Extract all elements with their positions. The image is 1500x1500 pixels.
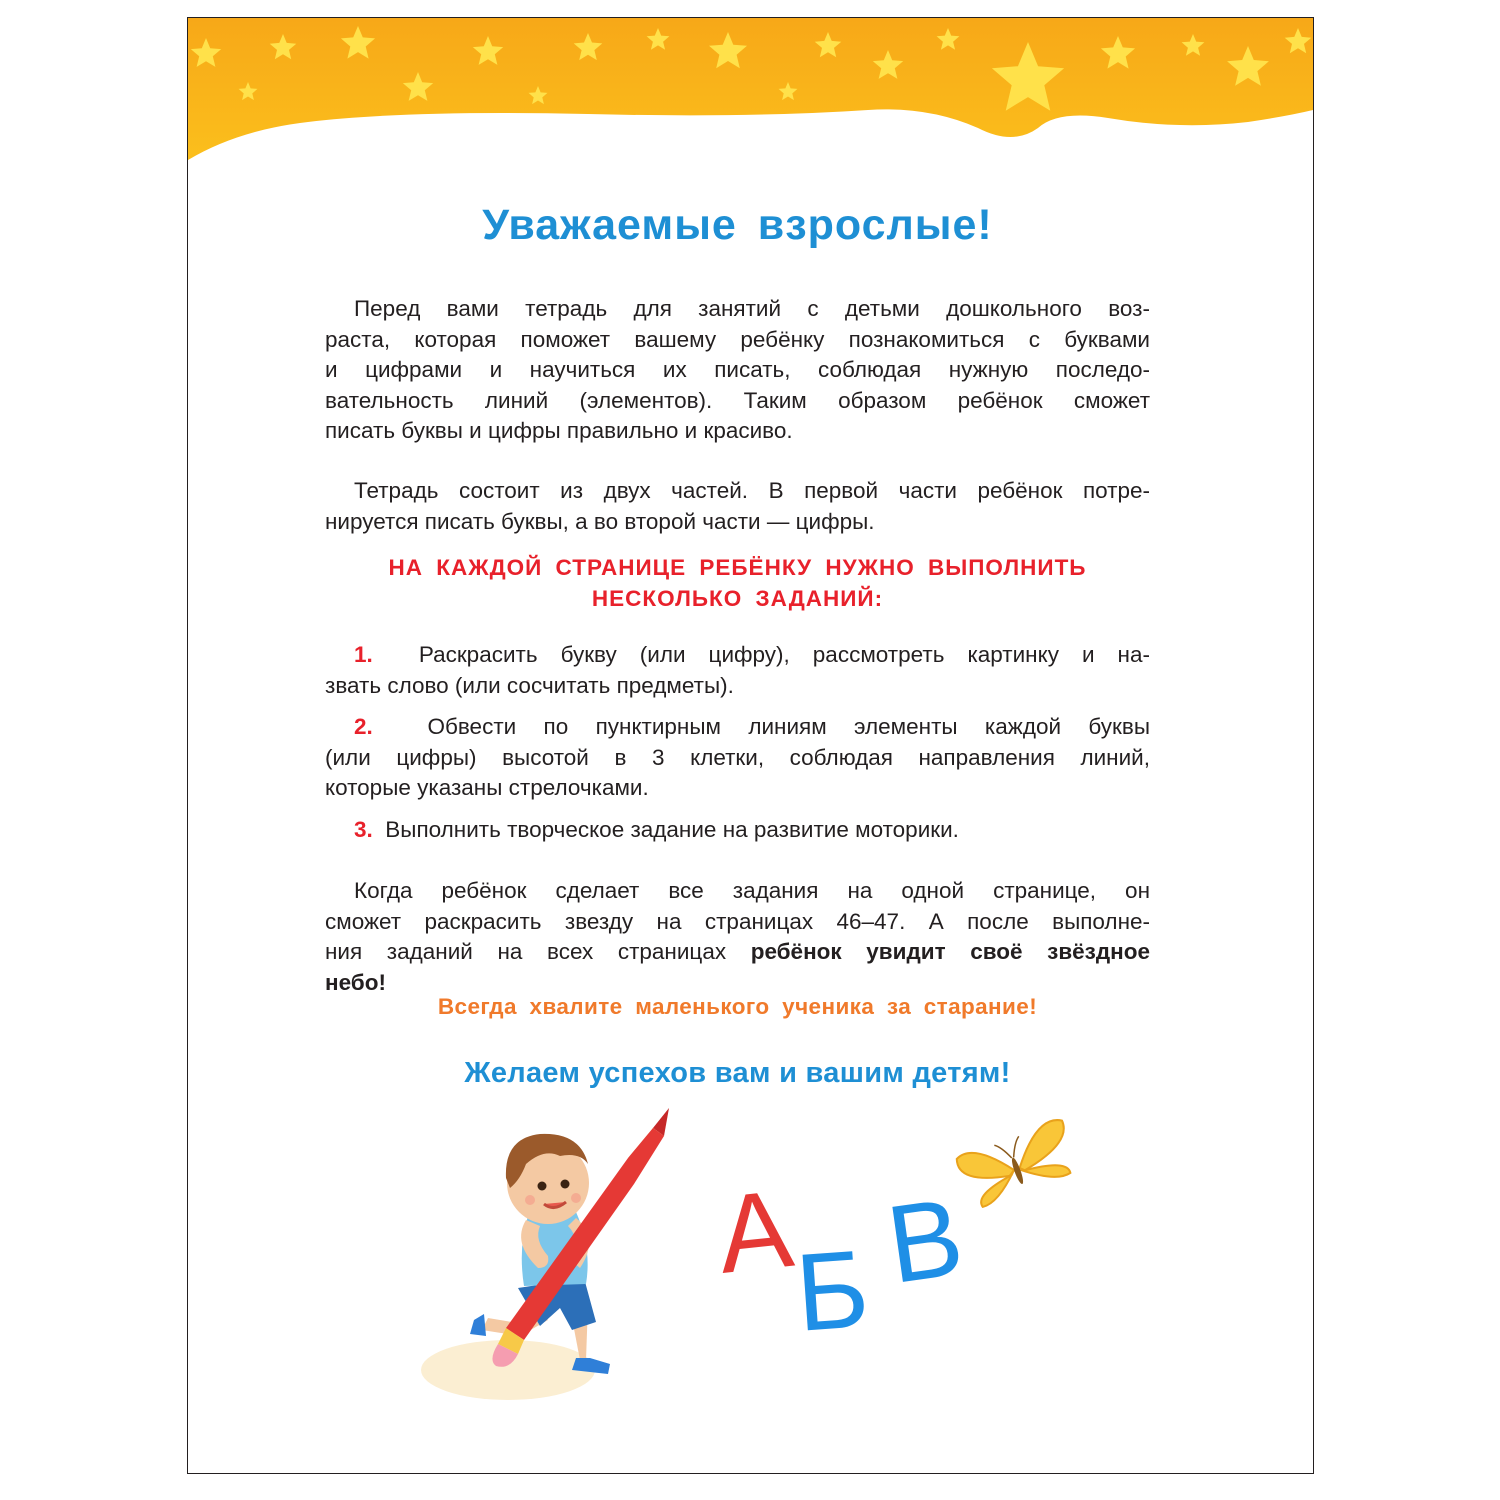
boy-figure — [470, 1108, 669, 1374]
text-line — [325, 815, 1150, 846]
task-text: Раскрасить букву (или цифру), рассмотреть картинку и на- — [418, 642, 1150, 667]
closing-bold-text: небо! — [325, 969, 386, 995]
text-line: (или цифры) высотой в 3 клетки, соблюдая направления линий, — [325, 744, 1150, 770]
stars-banner — [188, 18, 1313, 168]
tasks-heading — [325, 553, 1150, 614]
text-line — [325, 712, 1150, 743]
task-text: Выполнить творческое задание на развитие моторики. — [385, 817, 959, 842]
text-line: Тетрадь состоит из двух частей. В первой части ребёнок потре- — [354, 478, 1150, 503]
text-line: нируется писать буквы, а во второй части — цифры. — [325, 508, 875, 534]
text-line: вательность линий (элементов). Таким образом ребёнок сможет — [325, 387, 1150, 413]
text-line: Когда ребёнок сделает все задания на одной странице, он — [354, 878, 1150, 903]
letters-group — [712, 1167, 970, 1355]
tasks-heading-line: НА КАЖДОЙ СТРАНИЦЕ РЕБЁНКУ НУЖНО ВЫПОЛНИТЬ — [388, 555, 1087, 580]
task-3 — [325, 815, 1150, 846]
workbook-page — [187, 17, 1314, 1474]
tasks-heading-line: НЕСКОЛЬКО ЗАДАНИЙ: — [591, 585, 884, 611]
illustration — [188, 1108, 1313, 1473]
page-title: Уважаемые взрослые! — [482, 201, 993, 249]
closing-bold-text: ребёнок увидит своё звёздное — [750, 939, 1150, 964]
text-line: которые указаны стрелочками. — [325, 775, 649, 800]
text-line: раста, которая поможет вашему ребёнку познакомиться с буквами — [325, 326, 1150, 352]
task-number: 3. — [354, 817, 373, 842]
task-2 — [325, 712, 1150, 804]
parts-paragraph — [325, 476, 1150, 537]
task-1 — [325, 640, 1150, 701]
text-line — [325, 640, 1150, 671]
letter-a: А — [712, 1166, 798, 1297]
text-line — [325, 937, 1150, 968]
text-line: и цифрами и научиться их писать, соблюдая нужную последо- — [325, 357, 1150, 382]
task-number: 1. — [354, 642, 373, 667]
task-text: Обвести по пунктирным линиям элементы каждой буквы — [427, 714, 1150, 739]
praise-text: Всегда хвалите маленького ученика за старание! — [437, 994, 1038, 1019]
text-line: звать слово (или сосчитать предметы). — [325, 672, 734, 698]
text-line: писать буквы и цифры правильно и красиво. — [325, 418, 793, 443]
intro-paragraph — [325, 294, 1150, 447]
butterfly-icon — [955, 1117, 1081, 1210]
closing-paragraph — [325, 876, 1150, 998]
text-line: Перед вами тетрадь для занятий с детьми дошкольного воз- — [354, 296, 1150, 321]
text-line: сможет раскрасить звезду на страницах 46–47. А после выполне- — [325, 908, 1150, 934]
letter-b: Б — [791, 1227, 873, 1355]
wish-text: Желаем успехов вам и вашим детям! — [464, 1057, 1011, 1089]
closing-plain-text: ния заданий на всех страницах — [325, 939, 751, 964]
letter-v: В — [880, 1174, 970, 1307]
task-number: 2. — [354, 714, 373, 739]
